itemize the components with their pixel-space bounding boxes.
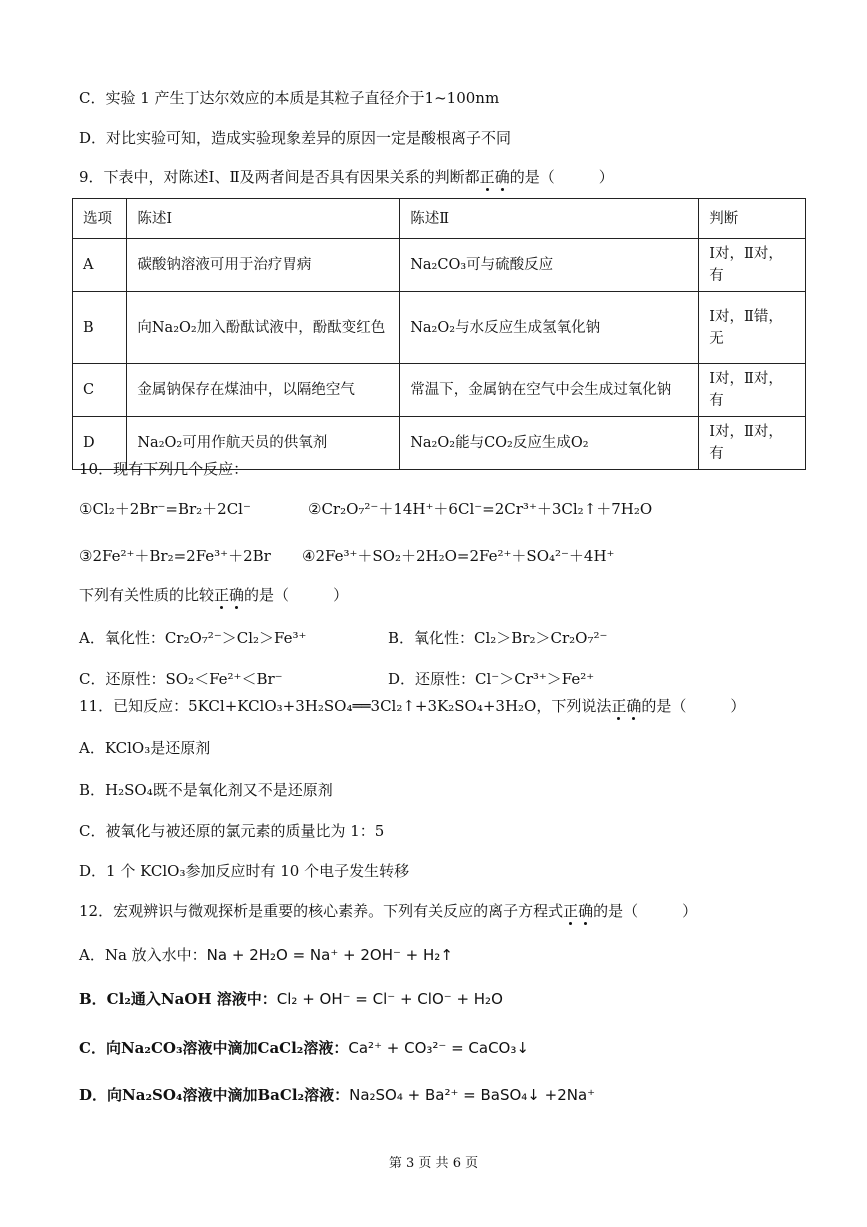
q11-option-d: D．1 个 KClO₃参加反应时有 10 个电子发生转移 xyxy=(79,862,410,880)
row-statement-2: Na₂CO₃可与硫酸反应 xyxy=(400,239,699,292)
q9-stem-close: ） xyxy=(598,168,614,186)
q9-table xyxy=(72,198,806,470)
q9-stem-emphasis-2: 确 xyxy=(494,168,510,186)
q12-option-d xyxy=(79,1085,595,1105)
q11-emphasis-2: 确 xyxy=(626,697,642,715)
row-judgement: Ⅰ对，Ⅱ对，有 xyxy=(699,239,806,292)
q12-emphasis-1: 正 xyxy=(563,902,579,920)
q9-stem xyxy=(79,167,614,187)
table-row xyxy=(73,292,806,364)
q10-reaction-3: ③2Fe²⁺＋Br₂=2Fe³⁺＋2Br xyxy=(79,547,271,565)
q11-option-b: B．H₂SO₄既不是氧化剂又不是还原剂 xyxy=(79,781,333,799)
row-statement-2: Na₂O₂能与CO₂反应生成O₂ xyxy=(400,417,699,470)
q12-stem-text: 12．宏观辨识与微观探析是重要的核心素养。下列有关反应的离子方程式 xyxy=(79,902,564,920)
q10-option-d: D．还原性：Cl⁻＞Cr³⁺＞Fe²⁺ xyxy=(388,670,595,688)
q12-option-b-equation: Cl₂ + OH⁻ = Cl⁻ + ClO⁻ + H₂O xyxy=(276,990,503,1008)
q12-option-d-label: D．向Na₂SO₄溶液中滴加BaCl₂溶液： xyxy=(79,1086,350,1104)
table-row xyxy=(73,364,806,417)
q11-emphasis-1: 正 xyxy=(611,697,627,715)
row-statement-2: 常温下，金属钠在空气中会生成过氧化钠 xyxy=(400,364,699,417)
q12-option-c-label: C．向Na₂CO₃溶液中滴加CaCl₂溶液： xyxy=(79,1039,349,1057)
q9-stem-text: 9．下表中，对陈述Ⅰ、Ⅱ及两者间是否具有因果关系的判断都 xyxy=(79,168,480,186)
q9-stem-tail: 的是（ xyxy=(509,168,555,186)
q11-option-a: A．KClO₃是还原剂 xyxy=(79,739,211,757)
q10-question-close: ） xyxy=(333,586,349,604)
q10-stem: 10．现有下列几个反应： xyxy=(79,460,249,478)
q12-option-c-equation: Ca²⁺ + CO₃²⁻ = CaCO₃↓ xyxy=(348,1039,529,1057)
q12-stem-tail: 的是（ xyxy=(593,902,639,920)
q10-question xyxy=(79,585,348,605)
q10-reaction-2: ②Cr₂O₇²⁻＋14H⁺＋6Cl⁻=2Cr³⁺＋3Cl₂↑＋7H₂O xyxy=(308,500,653,518)
q11-stem-text: 11．已知反应：5KCl+KClO₃+3H₂SO₄══3Cl₂↑+3K₂SO₄+3H₂O，下列说法 xyxy=(79,697,612,715)
row-option: D xyxy=(73,417,127,470)
row-statement-1: 向Na₂O₂加入酚酞试液中，酚酞变红色 xyxy=(127,292,400,364)
q8-option-c: C．实验 1 产生丁达尔效应的本质是其粒子直径介于1~100nm xyxy=(79,89,500,107)
page-number: 第 3 页 共 6 页 xyxy=(388,1156,479,1171)
row-option: C xyxy=(73,364,127,417)
q11-stem xyxy=(79,696,745,716)
header-statement-2: 陈述Ⅱ xyxy=(400,199,699,239)
row-judgement: Ⅰ对，Ⅱ对，有 xyxy=(699,364,806,417)
row-option: A xyxy=(73,239,127,292)
q10-emphasis-2: 确 xyxy=(229,586,245,604)
row-statement-1: Na₂O₂可用作航天员的供氧剂 xyxy=(127,417,400,470)
row-statement-1: 碳酸钠溶液可用于治疗胃病 xyxy=(127,239,400,292)
q10-option-b: B．氧化性：Cl₂＞Br₂＞Cr₂O₇²⁻ xyxy=(388,629,608,647)
q12-option-d-equation: Na₂SO₄ + Ba²⁺ = BaSO₄↓ +2Na⁺ xyxy=(349,1086,596,1104)
q11-stem-close: ） xyxy=(730,697,746,715)
row-option: B xyxy=(73,292,127,364)
header-option: 选项 xyxy=(73,199,127,239)
q10-option-a: A．氧化性：Cr₂O₇²⁻＞Cl₂＞Fe³⁺ xyxy=(79,629,307,647)
table-header-row xyxy=(73,199,806,239)
q9-stem-emphasis-1: 正 xyxy=(479,168,495,186)
table-row xyxy=(73,239,806,292)
header-statement-1: 陈述Ⅰ xyxy=(127,199,400,239)
row-statement-1: 金属钠保存在煤油中，以隔绝空气 xyxy=(127,364,400,417)
q12-option-c xyxy=(79,1038,529,1058)
header-judgement: 判断 xyxy=(699,199,806,239)
q10-reaction-1: ①Cl₂＋2Br⁻=Br₂＋2Cl⁻ xyxy=(79,500,251,518)
q10-option-c: C．还原性：SO₂＜Fe²⁺＜Br⁻ xyxy=(79,670,283,688)
q12-option-a-equation: Na + 2H₂O = Na⁺ + 2OH⁻ + H₂↑ xyxy=(206,946,453,964)
q12-option-b-label: B．Cl₂通入NaOH 溶液中： xyxy=(79,990,277,1008)
q12-option-a-label: A．Na 放入水中： xyxy=(79,946,207,964)
q10-reaction-4: ④2Fe³⁺＋SO₂＋2H₂O=2Fe²⁺＋SO₄²⁻＋4H⁺ xyxy=(302,547,615,565)
row-statement-2: Na₂O₂与水反应生成氢氧化钠 xyxy=(400,292,699,364)
q10-question-tail: 的是（ xyxy=(244,586,290,604)
q12-option-a xyxy=(79,945,453,965)
row-judgement: Ⅰ对，Ⅱ错，无 xyxy=(699,292,806,364)
q11-stem-tail: 的是（ xyxy=(641,697,687,715)
q12-option-b xyxy=(79,989,503,1009)
q12-stem-close: ） xyxy=(682,902,698,920)
q10-question-text: 下列有关性质的比较 xyxy=(79,586,215,604)
q12-stem xyxy=(79,901,697,921)
q12-emphasis-2: 确 xyxy=(578,902,594,920)
q11-option-c: C．被氧化与被还原的氯元素的质量比为 1：5 xyxy=(79,822,385,840)
q10-emphasis-1: 正 xyxy=(214,586,230,604)
row-judgement: Ⅰ对，Ⅱ对，有 xyxy=(699,417,806,470)
q8-option-d: D．对比实验可知，造成实验现象差异的原因一定是酸根离子不同 xyxy=(79,129,512,147)
